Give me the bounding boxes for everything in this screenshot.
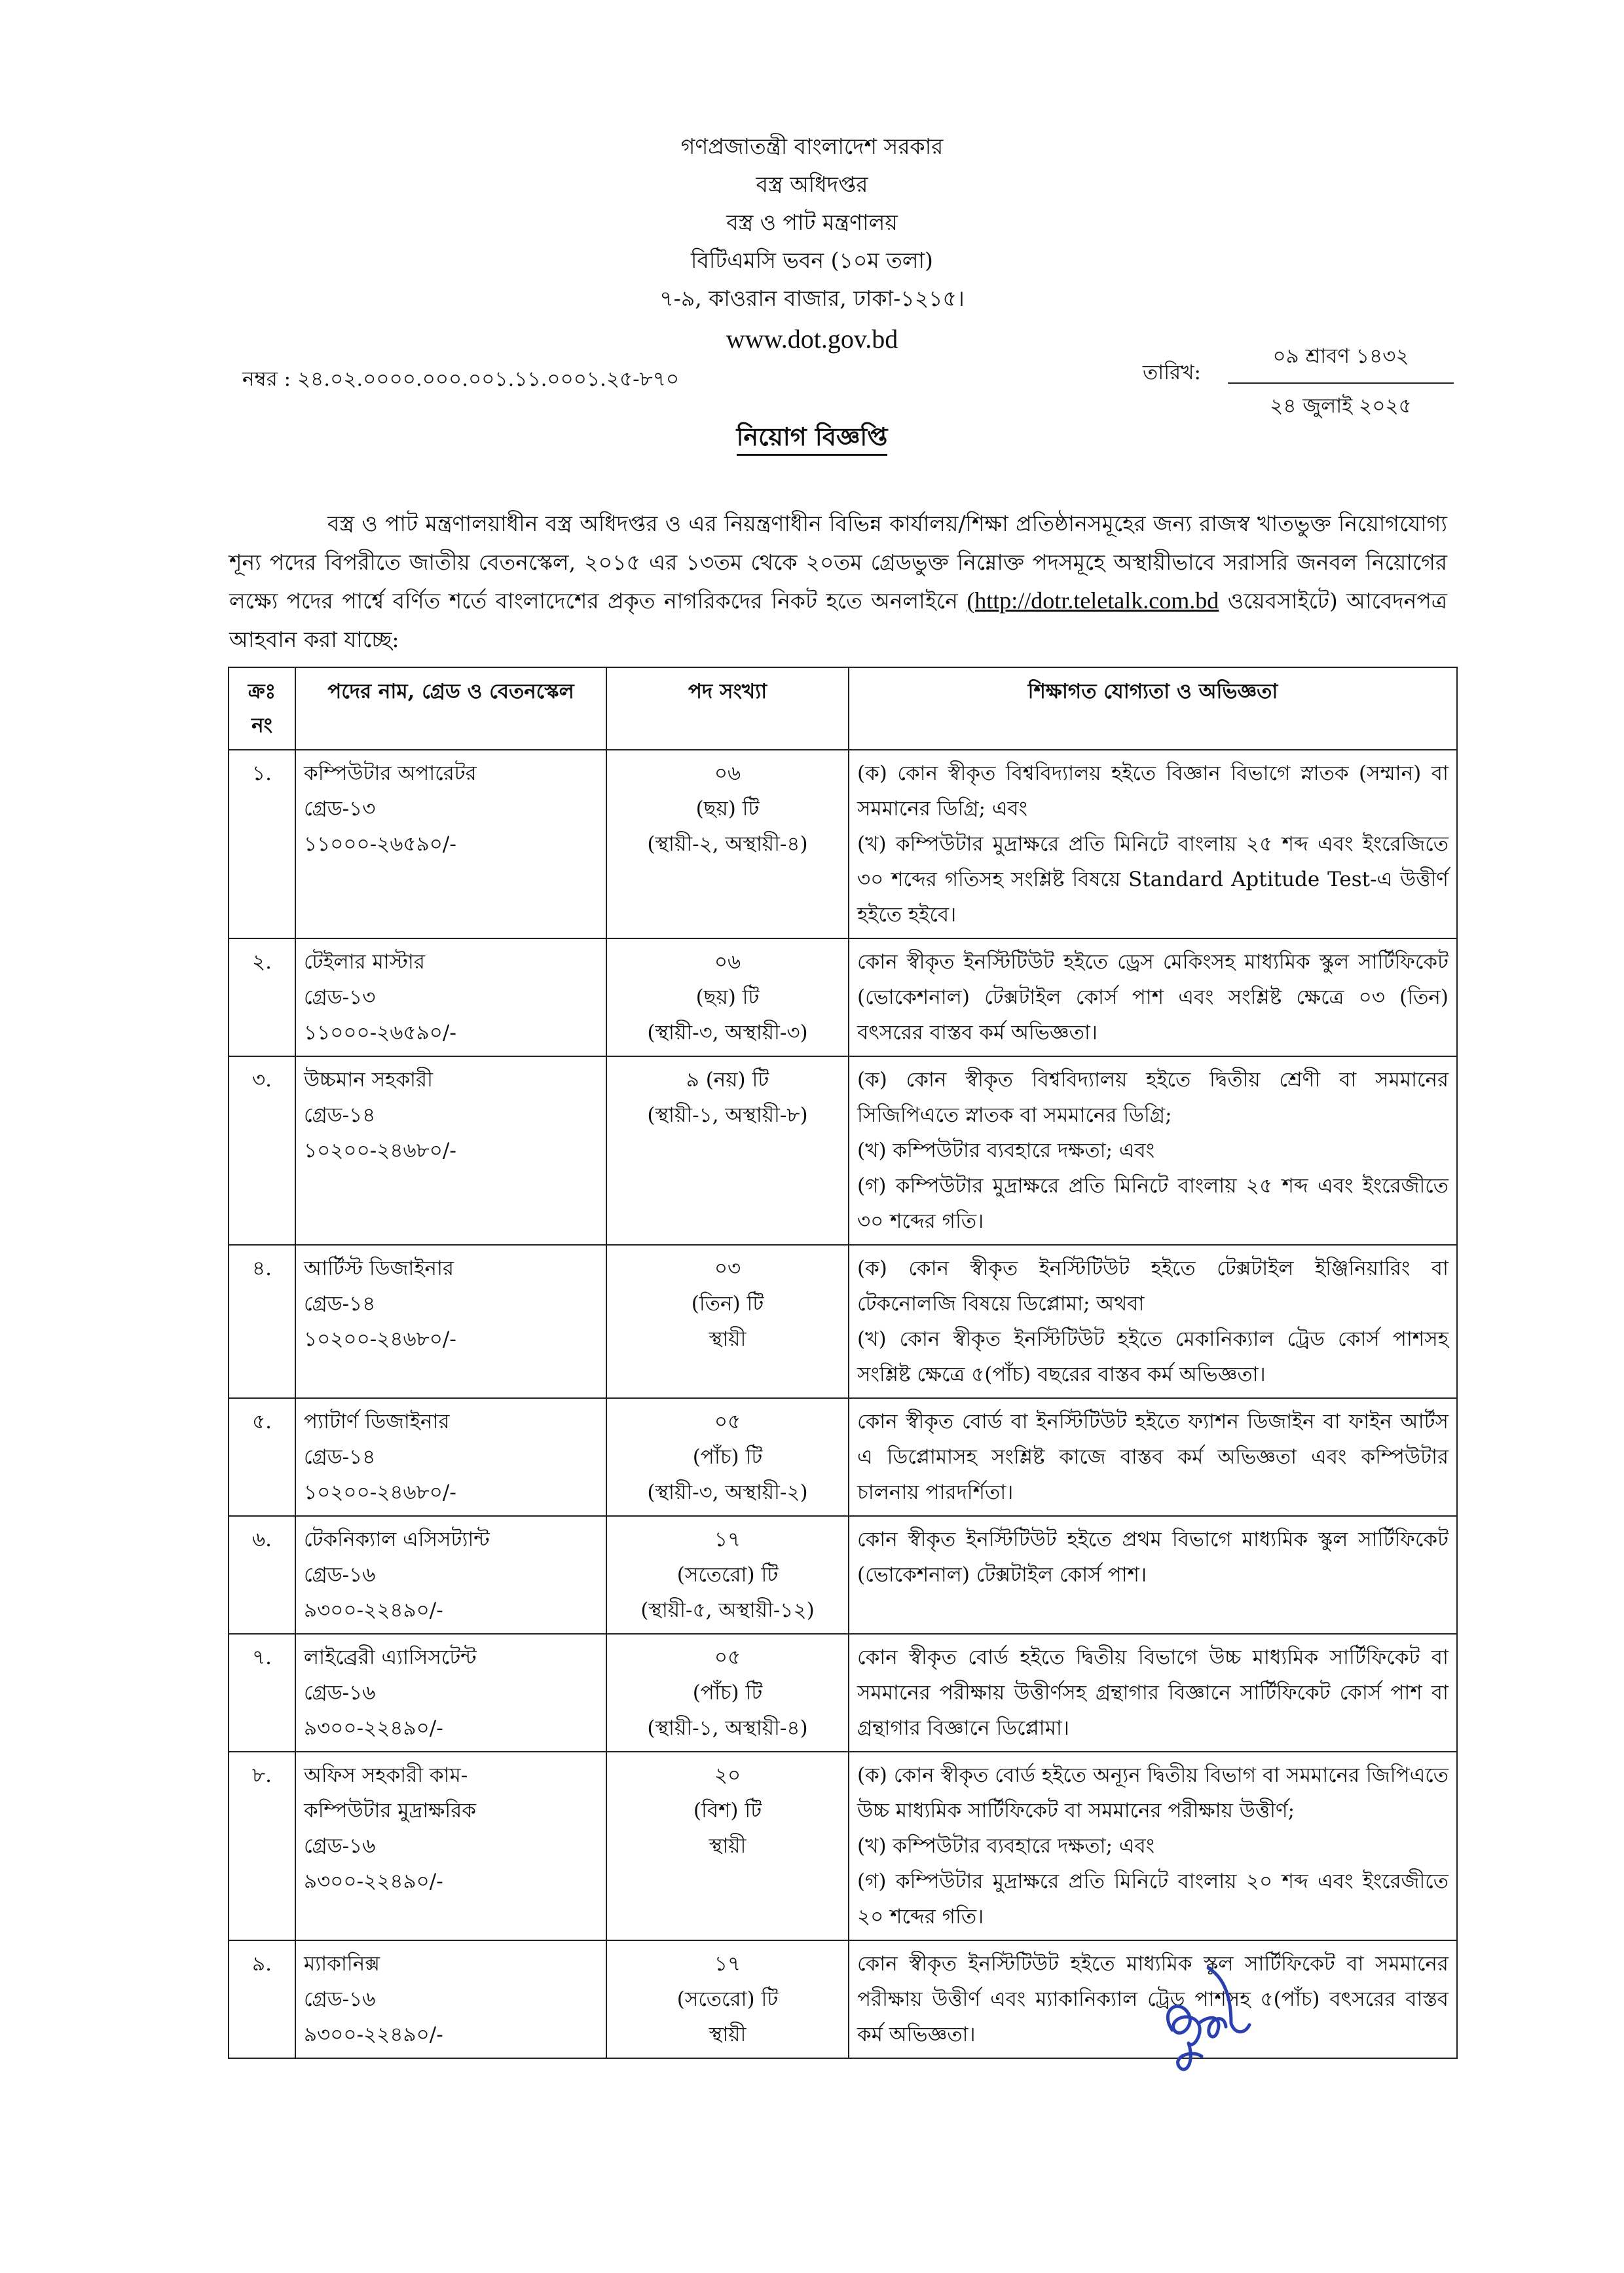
signature: [1133, 1951, 1290, 2085]
post-name-cell-line: ১১০০০-২৬৫৯০/-: [304, 832, 456, 856]
building-name: বিটিএমসি ভবন (১০ম তলা): [691, 248, 933, 273]
post-name-cell-line: ১০২০০-২৪৬৮০/-: [304, 1481, 456, 1504]
row-serial: ২.: [229, 938, 295, 1056]
post-name-cell: [295, 750, 606, 938]
notice-title: [0, 418, 1624, 460]
post-count-cell: [606, 1940, 849, 2058]
qualification-cell-line: (ক) কোন স্বীকৃত ইনস্টিটিউট হইতে টেক্সটাইল ইঞ্জিনিয়ারিং বা টেকনোলজি বিষয়ে ডিপ্লোমা; অথবা: [857, 1257, 1449, 1316]
post-count-cell-line: স্থায়ী: [709, 1834, 747, 1858]
post-name-cell-line: টেকনিক্যাল এসিসট্যান্ট: [304, 1528, 490, 1551]
post-count-cell: [606, 1752, 849, 1940]
date-label: তারিখ:: [1143, 361, 1201, 384]
post-count-cell-line: ৯ (নয়) টি: [686, 1068, 769, 1092]
post-count-cell-line: ২০: [714, 1764, 741, 1787]
post-name-cell-line: প্যাটার্ণ ডিজাইনার: [304, 1410, 450, 1433]
table-row: [229, 1752, 1457, 1940]
post-count-cell-line: স্থায়ী: [709, 1327, 747, 1351]
post-name-cell: [295, 1398, 606, 1516]
date-bangla: ০৯ শ্রাবণ ১৪৩২: [1228, 341, 1454, 384]
address: ৭-৯, কাওরান বাজার, ঢাকা-১২১৫।: [659, 286, 965, 311]
post-count-cell-line: (সতেরো) টি: [676, 1563, 779, 1587]
row-serial: ৬.: [229, 1516, 295, 1634]
letterhead: [0, 128, 1624, 358]
post-name-cell-line: আর্টিস্ট ডিজাইনার: [304, 1257, 454, 1280]
table-row: [229, 1634, 1457, 1752]
row-serial: ৮.: [229, 1752, 295, 1940]
qualification-cell: [849, 750, 1457, 938]
row-serial: ৭.: [229, 1634, 295, 1752]
qualification-cell-line: (গ) কম্পিউটার মুদ্রাক্ষরে প্রতি মিনিটে বাংলায় ২৫ শব্দ এবং ইংরেজীতে ৩০ শব্দের গতি।: [857, 1174, 1449, 1233]
post-name-cell-line: ৯৩০০-২২৪৯০/-: [304, 2023, 443, 2046]
qualification-cell-line: (ক) কোন স্বীকৃত বিশ্ববিদ্যালয় হইতে দ্বিতীয় শ্রেণী বা সমমানের সিজিপিএতে স্নাতক বা সমমানের ডিগ্রি;: [857, 1068, 1449, 1127]
notice-title-text: নিয়োগ বিজ্ঞপ্তি: [737, 422, 888, 456]
post-name-cell: [295, 1634, 606, 1752]
post-name-cell-line: ৯৩০০-২২৪৯০/-: [304, 1716, 443, 1740]
qualification-cell-line: কোন স্বীকৃত বোর্ড হইতে দ্বিতীয় বিভাগে উচ্চ মাধ্যমিক সার্টিফিকেট বা সমমানের পরীক্ষায় উত্তীর্ণসহ গ্রন্থাগার বিজ্ঞানে সার্টিফিকেট কোর্স পাশ বা গ্রন্থাগার বিজ্ঞানে ডিপ্লোমা।: [857, 1646, 1449, 1740]
header-serial-line1: ক্রঃ: [248, 680, 276, 703]
post-name-cell-line: ১০২০০-২৪৬৮০/-: [304, 1139, 456, 1162]
qualification-cell-line: (গ) কম্পিউটার মুদ্রাক্ষরে প্রতি মিনিটে বাংলায় ২০ শব্দ এবং ইংরেজীতে ২০ শব্দের গতি।: [857, 1870, 1449, 1929]
post-count-cell: [606, 938, 849, 1056]
intro-text: বস্ত্র ও পাট মন্ত্রণালয়াধীন বস্ত্র অধিদপ্তর ও এর নিয়ন্ত্রণাধীন বিভিন্ন কার্যালয়/শিক্ষা প্রতিষ্ঠানসমূহের জন্য রাজস্ব খাতভুক্ত নিয়োগযোগ্য শূন্য পদের বিপরীতে জাতীয় বেতনস্কেল, ২০১৫ এর ১৩তম থেকে ২০তম গ্রেডভুক্ত নিম্নোক্ত পদসমূহে অস্থায়ীভাবে সরাসরি জনবল নিয়োগের লক্ষ্যে পদের পার্শ্বে বর্ণিত শর্তে বাংলাদেশের প্রকৃত নাগরিকদের নিকট হতে অনলাইনে: [229, 511, 1447, 614]
qualification-cell-line: কোন স্বীকৃত ইনস্টিটিউট হইতে প্রথম বিভাগে মাধ্যমিক স্কুল সার্টিফিকেট (ভোকেশনাল) টেক্সটাইল কোর্স পাশ।: [857, 1528, 1449, 1587]
qualification-cell: [849, 1634, 1457, 1752]
post-count-cell: [606, 1516, 849, 1634]
post-name-cell-line: ১১০০০-২৬৫৯০/-: [304, 1021, 456, 1044]
table-row: [229, 750, 1457, 938]
post-count-cell-line: (সতেরো) টি: [676, 1987, 779, 2011]
qualification-cell-line: কোন স্বীকৃত ইনস্টিটিউট হইতে মাধ্যমিক স্কুল সার্টিফিকেট বা সমমানের পরীক্ষায় উত্তীর্ণ এবং ম্যাকানিক্যাল ট্রেড পাশসহ ৫(পাঁচ) বৎসরের বাস্তব কর্ম অভিজ্ঞতা।: [857, 1952, 1449, 2046]
post-name-cell-line: ম্যাকানিক্স: [304, 1952, 380, 1976]
post-name-cell-line: লাইব্রেরী এ্যাসিসটেন্ট: [304, 1646, 477, 1669]
signature-scribble: [1133, 1951, 1290, 2082]
post-name-cell-line: কম্পিউটার মুদ্রাক্ষরিক: [304, 1799, 476, 1822]
intro-paragraph: [229, 504, 1447, 659]
table-row: [229, 1398, 1457, 1516]
qualification-cell-line: কোন স্বীকৃত বোর্ড বা ইনস্টিটিউট হইতে ফ্যাশন ডিজাইন বা ফাইন আর্টস এ ডিপ্লোমাসহ সংশ্লিষ্ট কাজে বাস্তব কর্ম অভিজ্ঞতা এবং কম্পিউটার চালনায় পারদর্শিতা।: [857, 1410, 1449, 1504]
header-qualification: শিক্ষাগত যোগ্যতা ও অভিজ্ঞতা: [849, 667, 1457, 750]
qualification-cell-line: (ক) কোন স্বীকৃত বোর্ড হইতে অন্যূন দ্বিতীয় বিভাগ বা সমমানের জিপিএতে উচ্চ মাধ্যমিক সার্টিফিকেট বা সমমানের পরীক্ষায় উত্তীর্ণ;: [857, 1764, 1449, 1822]
application-link[interactable]: (http://dotr.teletalk.com.bd: [967, 587, 1219, 614]
post-name-cell-line: উচ্চমান সহকারী: [304, 1068, 433, 1092]
post-name-cell: [295, 1940, 606, 2058]
post-name-cell-line: গ্রেড-১৬: [304, 1681, 376, 1705]
post-name-cell-line: টেইলার মাস্টার: [304, 950, 425, 974]
qualification-cell: [849, 1752, 1457, 1940]
table-row: [229, 1245, 1457, 1398]
signature-ink: [1168, 1968, 1249, 2069]
row-serial: ১.: [229, 750, 295, 938]
post-count-cell: [606, 1056, 849, 1245]
post-name-cell: [295, 1245, 606, 1398]
post-count-cell-line: (স্থায়ী-৩, অস্থায়ী-৩): [647, 1021, 808, 1044]
post-count-cell-line: (স্থায়ী-২, অস্থায়ী-৪): [647, 832, 808, 856]
post-name-cell-line: গ্রেড-১৩: [304, 986, 376, 1009]
website: www.dot.gov.bd: [726, 324, 898, 354]
post-count-cell-line: ০৫: [714, 1410, 741, 1433]
post-name-cell: [295, 1056, 606, 1245]
header-count: পদ সংখ্যা: [606, 667, 849, 750]
post-count-cell-line: ০৬: [714, 762, 741, 785]
post-name-cell-line: ৯৩০০-২২৪৯০/-: [304, 1598, 443, 1622]
qualification-cell: [849, 1245, 1457, 1398]
post-count-cell-line: (ছয়) টি: [695, 797, 760, 821]
post-name-cell-line: গ্রেড-১৬: [304, 1834, 376, 1858]
qualification-cell: [849, 938, 1457, 1056]
post-count-cell: [606, 1634, 849, 1752]
post-count-cell-line: ০৫: [714, 1646, 741, 1669]
post-count-cell-line: স্থায়ী: [709, 2023, 747, 2046]
post-count-cell-line: (স্থায়ী-১, অস্থায়ী-৮): [647, 1103, 808, 1127]
row-serial: ৪.: [229, 1245, 295, 1398]
qualification-cell-line: (খ) কোন স্বীকৃত ইনস্টিটিউট হইতে মেকানিক্যাল ট্রেড কোর্স পাশসহ সংশ্লিষ্ট ক্ষেত্রে ৫(পাঁচ) বছরের বাস্তব কর্ম অভিজ্ঞতা।: [857, 1327, 1449, 1386]
ministry-name: বস্ত্র ও পাট মন্ত্রণালয়: [726, 210, 898, 235]
qualification-cell: [849, 1516, 1457, 1634]
government-name: গণপ্রজাতন্ত্রী বাংলাদেশ সরকার: [680, 134, 944, 159]
post-count-cell-line: (পাঁচ) টি: [692, 1681, 763, 1705]
table-row: [229, 938, 1457, 1056]
row-serial: ৩.: [229, 1056, 295, 1245]
post-count-cell: [606, 1245, 849, 1398]
post-name-cell-line: গ্রেড-১৬: [304, 1563, 376, 1587]
post-count-cell-line: ০৩: [714, 1257, 741, 1280]
row-serial: ৯.: [229, 1940, 295, 2058]
memo-number: নম্বর : ২৪.০২.০০০০.০০০.০০১.১১.০০০১.২৫-৮৭০: [242, 367, 680, 391]
posts-table: [228, 667, 1458, 2059]
department-name: বস্ত্র অধিদপ্তর: [756, 172, 868, 197]
post-count-cell-line: ০৬: [714, 950, 741, 974]
intro-tail: ওয়েবসাইটে) আবেদনপত্র আহবান করা যাচ্ছে:: [229, 588, 1447, 652]
qualification-cell-line: (খ) কম্পিউটার ব্যবহারে দক্ষতা; এবং: [857, 1834, 1155, 1858]
qualification-cell-line: (খ) কম্পিউটার ব্যবহারে দক্ষতা; এবং: [857, 1139, 1155, 1162]
post-count-cell-line: (তিন) টি: [691, 1292, 764, 1316]
post-name-cell-line: গ্রেড-১৪: [304, 1103, 376, 1127]
post-name-cell-line: ৯৩০০-২২৪৯০/-: [304, 1870, 443, 1893]
qualification-cell-line: কোন স্বীকৃত ইনস্টিটিউট হইতে ড্রেস মেকিংসহ মাধ্যমিক স্কুল সার্টিফিকেট (ভোকেশনাল) টেক্সটাইল কোর্স পাশ এবং সংশ্লিষ্ট ক্ষেত্রে ০৩ (তিন) বৎসরের বাস্তব কর্ম অভিজ্ঞতা।: [857, 950, 1449, 1044]
post-name-cell-line: গ্রেড-১৪: [304, 1445, 376, 1469]
post-name-cell-line: কম্পিউটার অপারেটর: [304, 762, 477, 785]
post-name-cell-line: অফিস সহকারী কাম-: [304, 1764, 468, 1787]
table-row: [229, 1056, 1457, 1245]
post-name-cell: [295, 1516, 606, 1634]
qualification-cell: [849, 1056, 1457, 1245]
post-count-cell: [606, 1398, 849, 1516]
post-name-cell-line: গ্রেড-১৩: [304, 797, 376, 821]
post-count-cell: [606, 750, 849, 938]
table-row: [229, 1516, 1457, 1634]
row-serial: ৫.: [229, 1398, 295, 1516]
table-header-row: [229, 667, 1457, 750]
qualification-cell: [849, 1398, 1457, 1516]
post-count-cell-line: (স্থায়ী-৩, অস্থায়ী-২): [647, 1481, 808, 1504]
qualification-cell-line: (ক) কোন স্বীকৃত বিশ্ববিদ্যালয় হইতে বিজ্ঞান বিভাগে স্নাতক (সম্মান) বা সমমানের ডিগ্রি; এবং: [857, 762, 1449, 821]
date-block: [1228, 341, 1454, 424]
post-name-cell: [295, 938, 606, 1056]
post-count-cell-line: (স্থায়ী-১, অস্থায়ী-৪): [647, 1716, 808, 1740]
post-name-cell-line: গ্রেড-১৪: [304, 1292, 376, 1316]
post-name-cell-line: গ্রেড-১৬: [304, 1987, 376, 2011]
header-serial: [229, 667, 295, 750]
post-count-cell-line: ১৭: [714, 1952, 741, 1976]
post-count-cell-line: (বিশ) টি: [693, 1799, 762, 1822]
qualification-cell-line: (খ) কম্পিউটার মুদ্রাক্ষরে প্রতি মিনিটে বাংলায় ২৫ শব্দ এবং ইংরেজিতে ৩০ শব্দের গতিসহ সংশ্লিষ্ট বিষয়ে Standard Aptitude Test-এ উত্তীর্ণ হইতে হইবে।: [857, 832, 1449, 927]
post-name-cell-line: ১০২০০-২৪৬৮০/-: [304, 1327, 456, 1351]
date-english: ২৪ জুলাই ২০২৫: [1270, 394, 1412, 418]
header-serial-line2: নং: [251, 714, 272, 737]
header-post: পদের নাম, গ্রেড ও বেতনস্কেল: [295, 667, 606, 750]
post-count-cell-line: ১৭: [714, 1528, 741, 1551]
post-count-cell-line: (ছয়) টি: [695, 986, 760, 1009]
post-count-cell-line: (স্থায়ী-৫, অস্থায়ী-১২): [640, 1598, 815, 1622]
post-name-cell: [295, 1752, 606, 1940]
post-count-cell-line: (পাঁচ) টি: [692, 1445, 763, 1469]
